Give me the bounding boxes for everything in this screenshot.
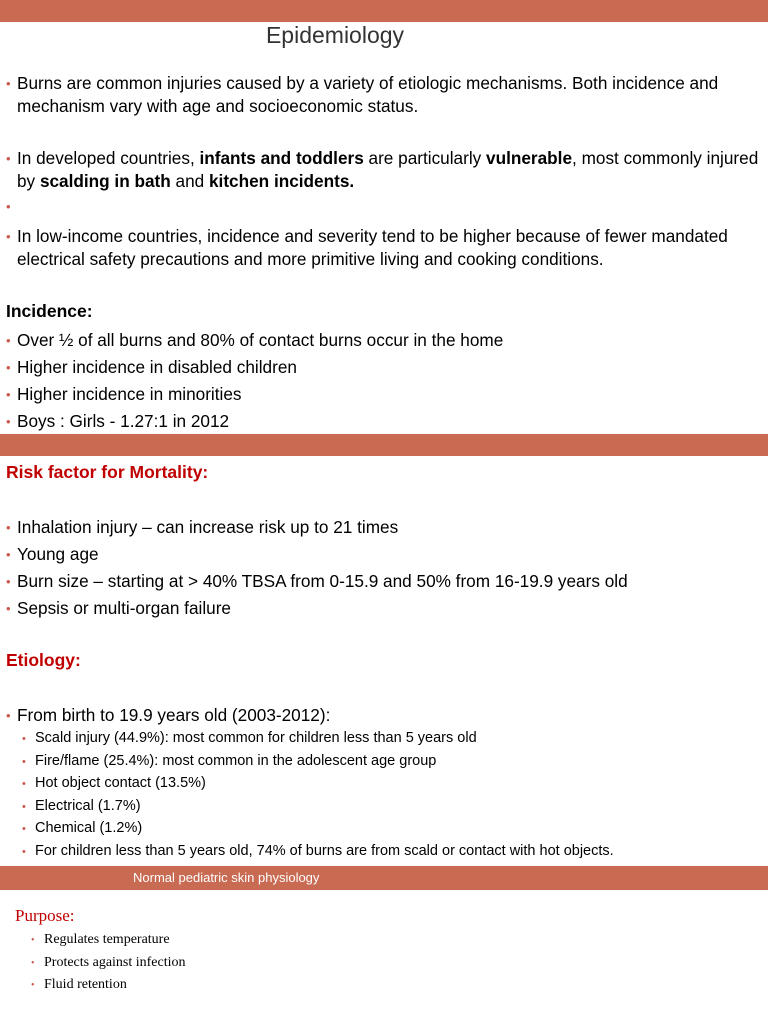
- bullet-icon: •: [31, 980, 35, 991]
- bullet-icon: •: [22, 733, 26, 745]
- list-item: • Higher incidence in disabled children: [6, 354, 764, 381]
- bullet-icon: •: [6, 574, 11, 589]
- bullet-icon: •: [22, 823, 26, 835]
- bullet-icon: •: [6, 547, 11, 562]
- bullet-icon: •: [6, 333, 11, 348]
- incidence-heading: Incidence:: [6, 301, 93, 321]
- intro-paragraph-3: • In low-income countries, incidence and severity tend to be higher because of fewer mandated electrical safety precautions and more primitive living and cooking conditions.: [6, 226, 728, 269]
- bullet-icon: •: [6, 199, 11, 214]
- list-item: • Sepsis or multi-organ failure: [6, 595, 764, 622]
- bullet-icon: •: [31, 935, 35, 946]
- section-divider-bar: [0, 434, 768, 456]
- bullet-icon: •: [6, 601, 11, 616]
- list-item: • Hot object contact (13.5%): [22, 772, 614, 795]
- purpose-heading: Purpose:: [15, 906, 75, 925]
- purpose-list: [31, 929, 186, 997]
- mortality-list: [6, 514, 764, 622]
- list-item: • Burn size – starting at > 40% TBSA from 0-15.9 and 50% from 16-19.9 years old: [6, 568, 764, 595]
- bullet-icon: •: [6, 151, 11, 166]
- bullet-icon: •: [22, 845, 26, 858]
- list-item: • Fire/flame (25.4%): most common in the adolescent age group: [22, 750, 614, 773]
- bullet-icon: •: [22, 755, 26, 768]
- etiology-heading: Etiology:: [6, 650, 81, 670]
- list-item: • Electrical (1.7%): [22, 795, 614, 818]
- list-item: • Young age: [6, 541, 764, 568]
- list-item: • Inhalation injury – can increase risk up to 21 times: [6, 514, 764, 541]
- bullet-icon: •: [6, 414, 11, 429]
- list-item: • Scald injury (44.9%): most common for children less than 5 years old: [22, 727, 614, 750]
- list-item: • Higher incidence in minorities: [6, 381, 764, 408]
- list-item: • Regulates temperature: [31, 929, 186, 952]
- list-item: • Fluid retention: [31, 974, 186, 997]
- page-title: Epidemiology: [265, 22, 405, 48]
- bullet-icon: •: [6, 387, 11, 402]
- skin-section-title: Normal pediatric skin physiology: [133, 870, 320, 885]
- incidence-list: [6, 327, 764, 435]
- etiology-sublist: [22, 727, 614, 862]
- skin-section-bar: [0, 866, 768, 890]
- bullet-icon: •: [6, 229, 11, 244]
- bullet-icon: •: [22, 778, 26, 790]
- list-item: • Chemical (1.2%): [22, 817, 614, 840]
- list-item: • For children less than 5 years old, 74% of burns are from scald or contact with hot objects.: [22, 840, 614, 863]
- bullet-icon: •: [22, 800, 26, 813]
- bullet-icon: •: [31, 957, 35, 969]
- bullet-icon: •: [6, 708, 11, 723]
- list-item: • Boys : Girls - 1.27:1 in 2012: [6, 408, 764, 435]
- intro-paragraph-2: • In developed countries, infants and toddlers are particularly vulnerable, most commonly injured by scalding in bath and kitchen incidents.: [6, 148, 759, 191]
- top-bar: [0, 0, 768, 22]
- list-item: • Protects against infection: [31, 952, 186, 975]
- intro-paragraph-1: • Burns are common injuries caused by a variety of etiologic mechanisms. Both incidence and mechanism vary with age and socioeconomic status.: [6, 73, 719, 116]
- etiology-main: • From birth to 19.9 years old (2003-2012):: [6, 705, 331, 725]
- bullet-icon: •: [6, 76, 11, 91]
- list-item: • Over ½ of all burns and 80% of contact burns occur in the home: [6, 327, 764, 354]
- empty-bullet: [6, 195, 764, 218]
- mortality-heading: Risk factor for Mortality:: [6, 462, 209, 482]
- bullet-icon: •: [6, 520, 11, 535]
- bullet-icon: •: [6, 360, 11, 375]
